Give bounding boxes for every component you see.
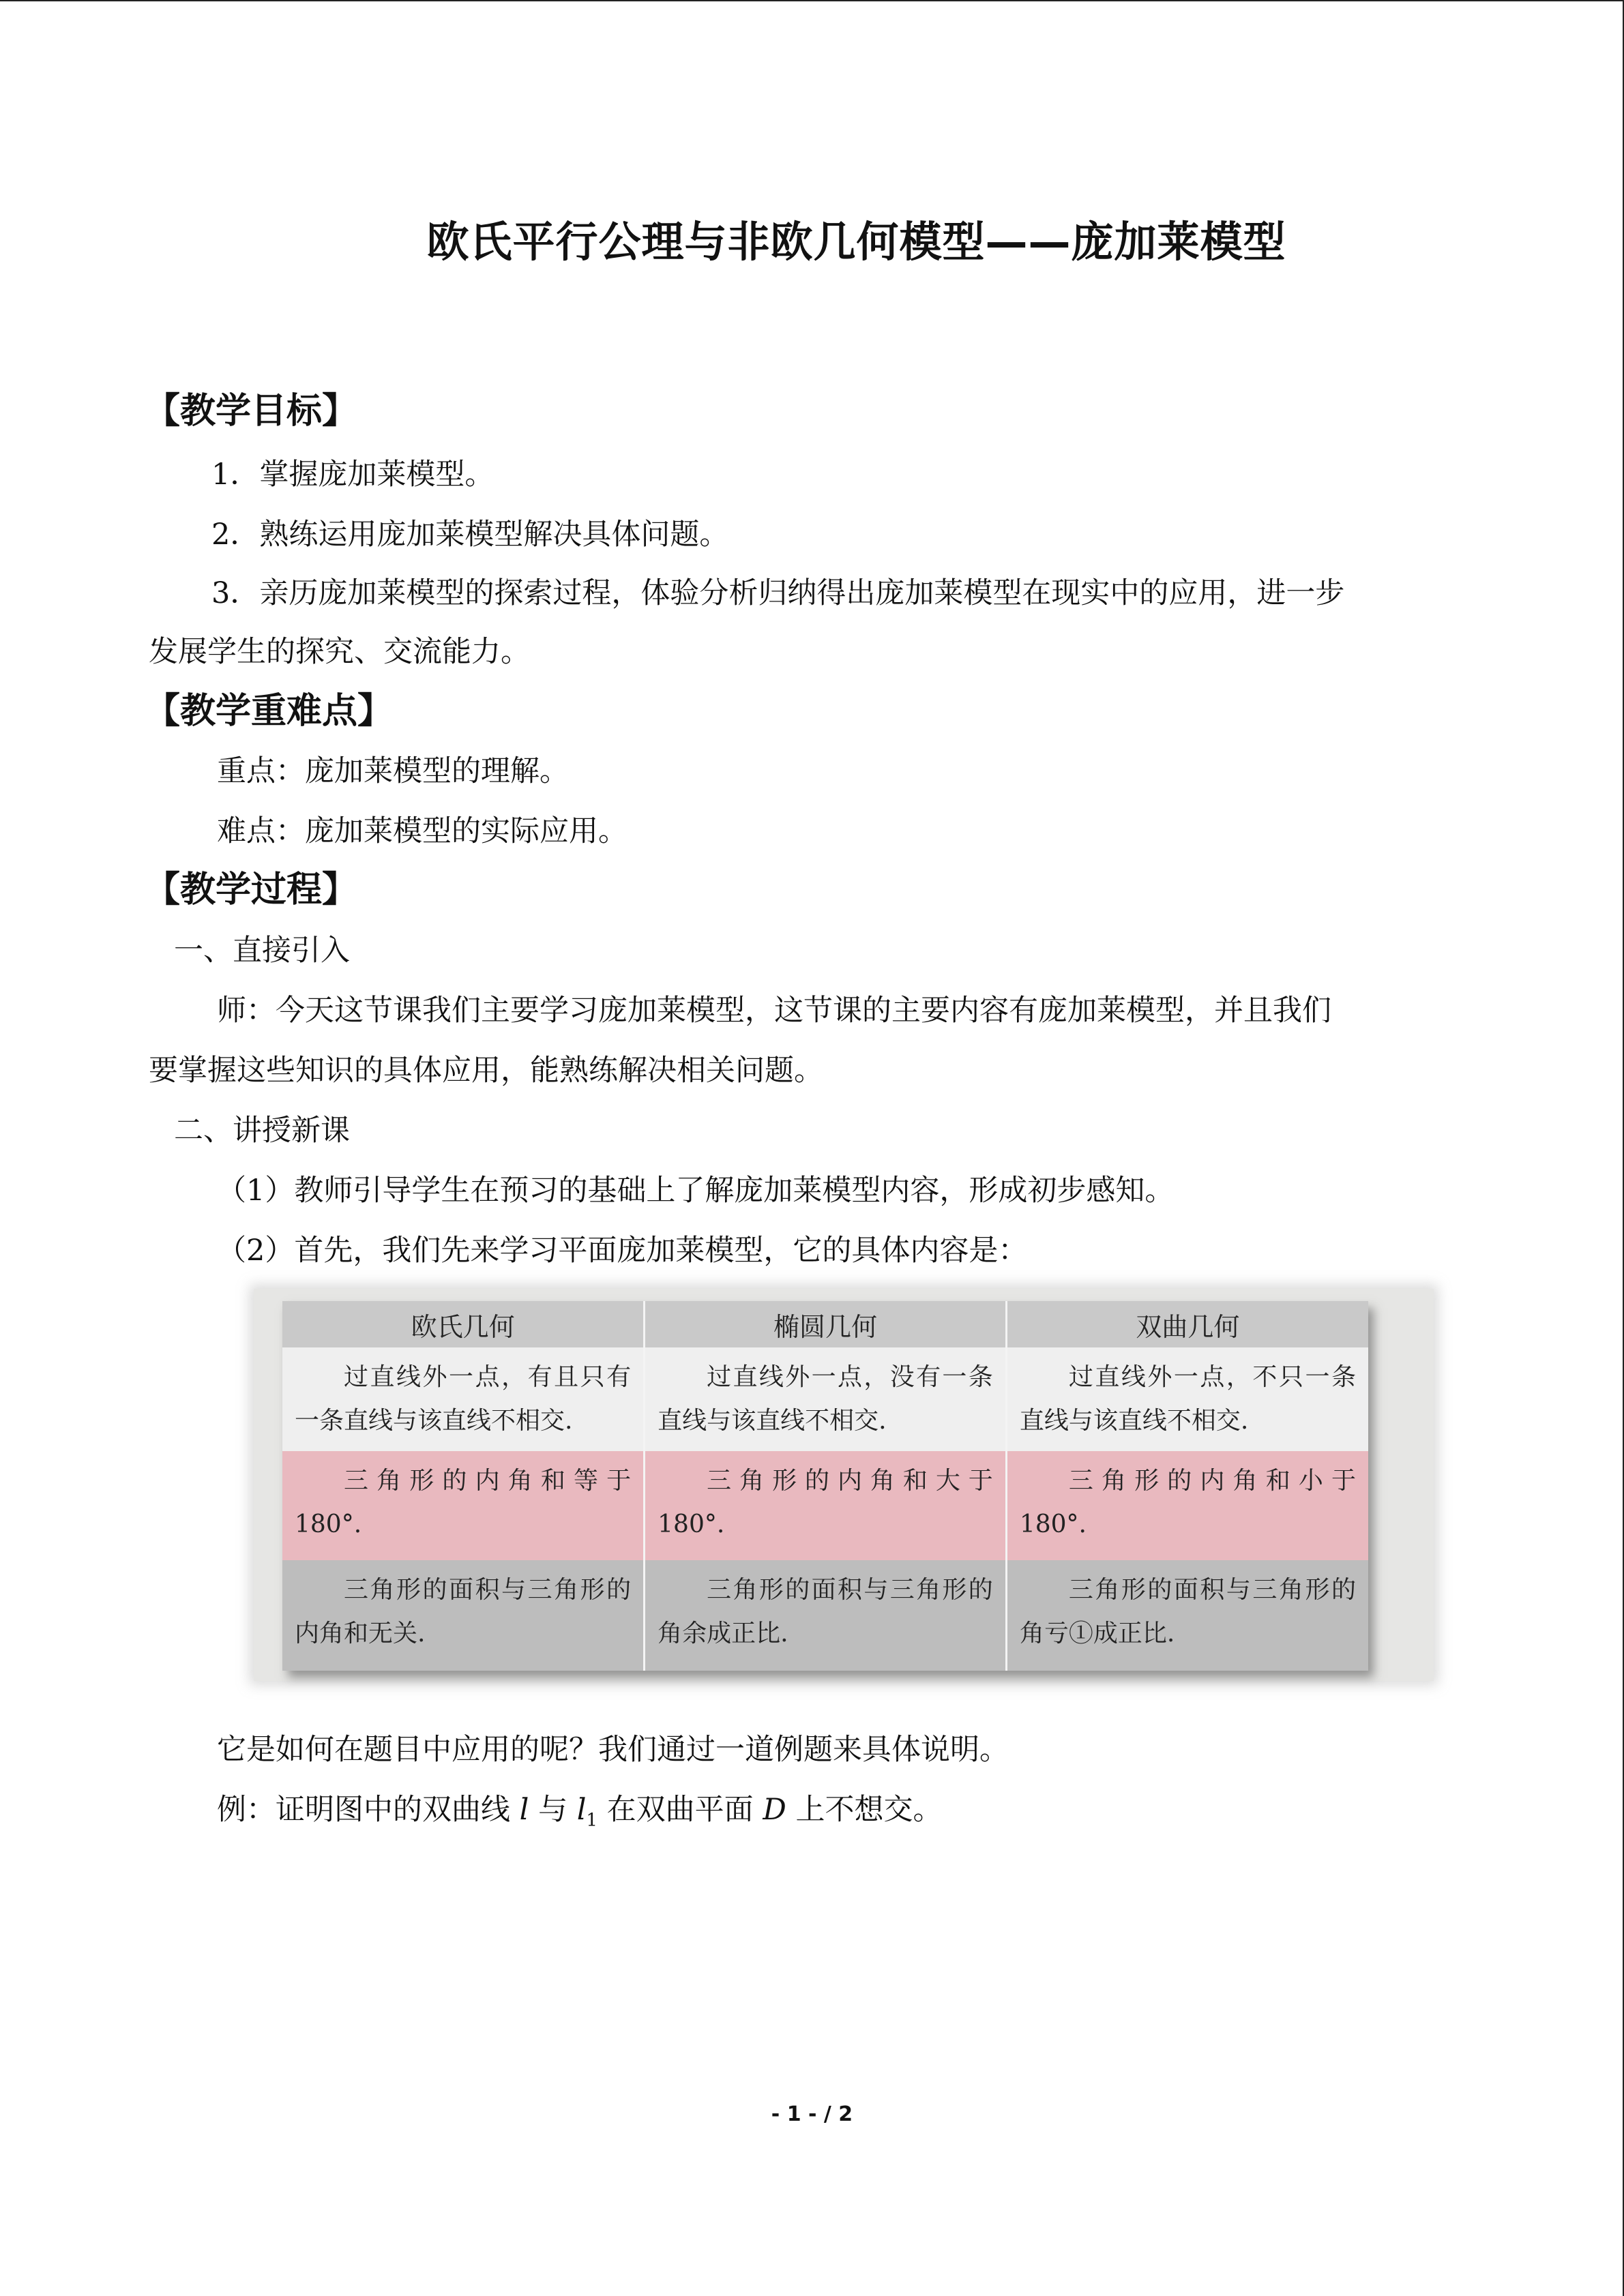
header-hyperbolic: 双曲几何 xyxy=(1006,1301,1368,1347)
goal-item-3: 3．亲历庞加莱模型的探索过程，体验分析归纳得出庞加莱模型在现实中的应用，进一步 xyxy=(211,576,1345,610)
page-number: - 1 - / 2 xyxy=(771,2102,853,2126)
example-text: 例：证明图中的双曲线 l 与 $l_1$ 在双曲平面 D 上不想交。 xyxy=(217,1793,943,1831)
header-elliptic: 椭圆几何 xyxy=(645,1301,1007,1347)
table-header-row xyxy=(282,1301,1368,1347)
geometry-comparison-table xyxy=(282,1301,1368,1671)
document-title: 欧氏平行公理与非欧几何模型——庞加莱模型 xyxy=(426,217,1286,267)
geometry-comparison-figure xyxy=(254,1289,1434,1681)
after-table-text: 它是如何在题目中应用的呢？我们通过一道例题来具体说明。 xyxy=(217,1733,1009,1767)
table-row xyxy=(282,1560,1368,1671)
table-cell: 过直线外一点，有且只有一条直线与该直线不相交. xyxy=(282,1347,645,1451)
step-2: （2）首先，我们先来学习平面庞加莱模型，它的具体内容是： xyxy=(217,1234,1028,1268)
header-euclidean: 欧氏几何 xyxy=(282,1301,645,1347)
table-cell: 三角形的面积与三角形的内角和无关. xyxy=(282,1560,645,1671)
heading-process: 【教学过程】 xyxy=(145,869,358,910)
part1-text-cont: 要掌握这些知识的具体应用，能熟练解决相关问题。 xyxy=(149,1054,823,1088)
goal-item-3-cont: 发展学生的探究、交流能力。 xyxy=(149,635,530,669)
goal-item-1: 1．掌握庞加莱模型。 xyxy=(211,458,494,492)
table-cell: 过直线外一点，不只一条直线与该直线不相交. xyxy=(1006,1347,1368,1451)
step-1: （1）教师引导学生在预习的基础上了解庞加莱模型内容，形成初步感知。 xyxy=(217,1174,1175,1208)
table-cell: 三角形的内角和小于180°. xyxy=(1006,1451,1368,1560)
heading-keypoints: 【教学重难点】 xyxy=(145,691,394,732)
part1-text: 师：今天这节课我们主要学习庞加莱模型，这节课的主要内容有庞加莱模型，并且我们 xyxy=(217,994,1331,1028)
heading-goals: 【教学目标】 xyxy=(145,391,358,432)
table-cell: 三角形的内角和大于180°. xyxy=(645,1451,1007,1560)
part1-title: 一、直接引入 xyxy=(174,934,350,968)
table-row xyxy=(282,1451,1368,1560)
key-point: 重点：庞加莱模型的理解。 xyxy=(217,754,569,788)
difficult-point: 难点：庞加莱模型的实际应用。 xyxy=(217,814,628,848)
table-cell: 三角形的面积与三角形的角余成正比. xyxy=(645,1560,1007,1671)
part2-title: 二、讲授新课 xyxy=(174,1114,350,1148)
table-row xyxy=(282,1347,1368,1451)
table-cell: 三角形的内角和等于180°. xyxy=(282,1451,645,1560)
goal-item-2: 2．熟练运用庞加莱模型解决具体问题。 xyxy=(211,518,729,552)
table-cell: 三角形的面积与三角形的角亏①成正比. xyxy=(1006,1560,1368,1671)
table-cell: 过直线外一点，没有一条直线与该直线不相交. xyxy=(645,1347,1007,1451)
